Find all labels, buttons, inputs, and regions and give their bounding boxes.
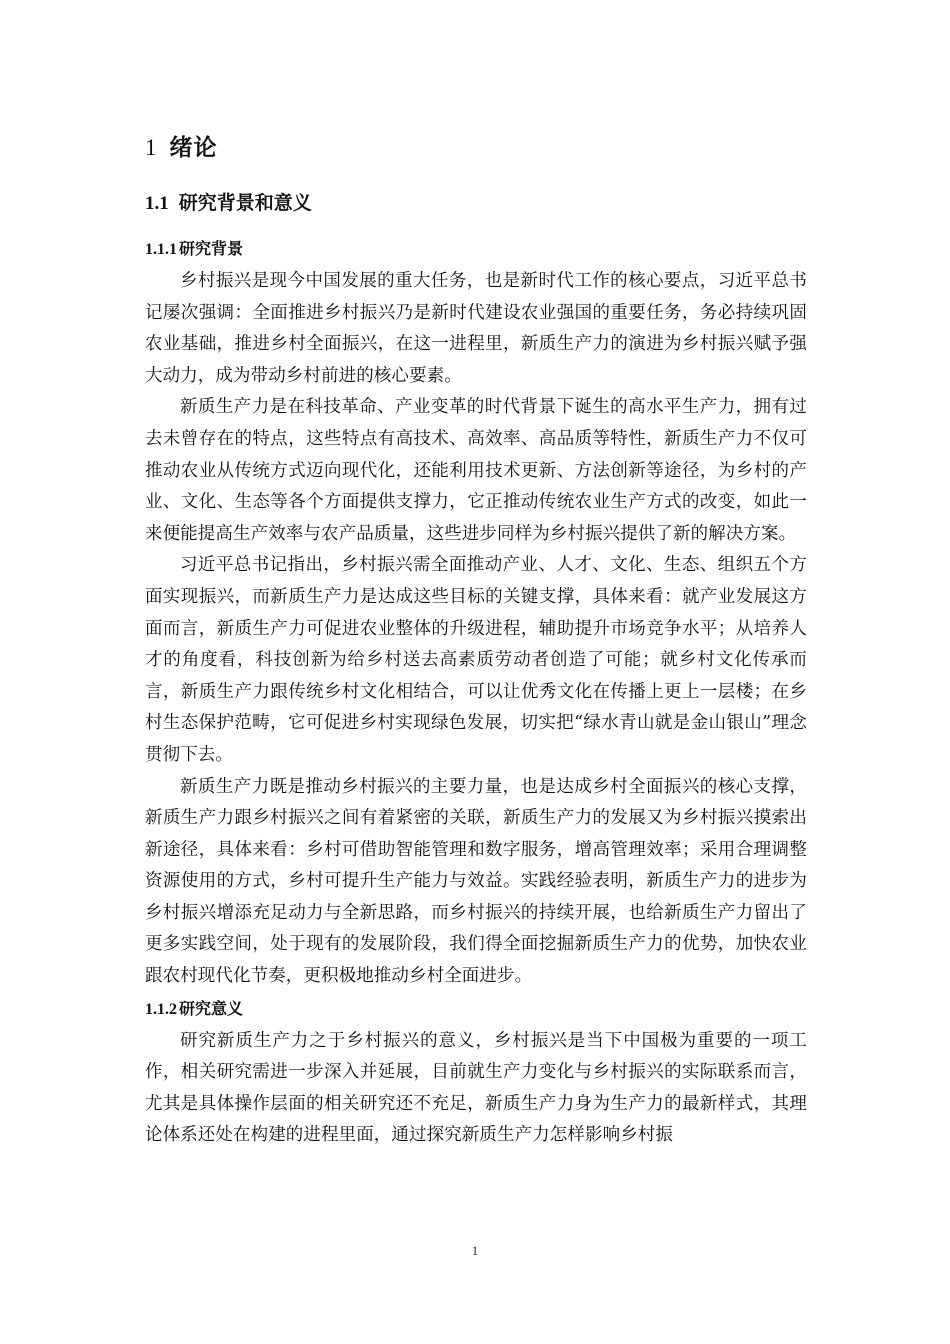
subsection-title: 研究背景 xyxy=(179,239,244,258)
section-heading xyxy=(145,186,807,221)
chapter-title: 绪论 xyxy=(169,134,218,161)
chapter-number: 1 xyxy=(145,135,158,160)
body-paragraph: 习近平总书记指出，乡村振兴需全面推动产业、人才、文化、生态、组织五个方面实现振兴，而新质生产力是达成这些目标的关键支撑，具体来看：就产业发展这方面而言，新质生产力可促进农业整体的升级进程，辅助提升市场竞争水平；从培养人才的角度看，科技创新为给乡村送去高素质劳动者创造了可能；就乡村文化传承而言，新质生产力跟传统乡村文化相结合，可以让优秀文化在传播上更上一层楼；在乡村生态保护范畴，它可促进乡村实现绿色发展，切实把“绿水青山就是金山银山”理念贯彻下去。 xyxy=(145,555,807,765)
body-paragraph: 新质生产力是在科技革命、产业变革的时代背景下诞生的高水平生产力，拥有过去未曾存在的特点，这些特点有高技术、高效率、高品质等特性，新质生产力不仅可推动农业从传统方式迈向现代化，还能利用技术更新、方法创新等途径，为乡村的产业、文化、生态等各个方面提供支撑力，它正推动传统农业生产方式的改变，如此一来便能提高生产效率与农产品质量，这些进步同样为乡村振兴提供了新的解决方案。 xyxy=(145,397,807,544)
body-paragraph: 新质生产力既是推动乡村振兴的主要力量，也是达成乡村全面振兴的核心支撑，新质生产力跟乡村振兴之间有着紧密的关联，新质生产力的发展又为乡村振兴摸索出新途径，具体来看：乡村可借助智能管理和数字服务，增高管理效率；采用合理调整资源使用的方式，乡村可提升生产能力与效益。实践经验表明，新质生产力的进步为乡村振兴增添充足动力与全新思路，而乡村振兴的持续开展，也给新质生产力留出了更多实践空间，处于现有的发展阶段，我们得全面挖掘新质生产力的优势，加快农业跟农村现代化节奏，更积极地推动乡村全面进步。 xyxy=(145,776,807,987)
subsection-number: 1.1.1 xyxy=(145,241,177,258)
subsection-heading xyxy=(145,993,807,1026)
body-paragraph: 乡村振兴是现今中国发展的重大任务，也是新时代工作的核心要点，习近平总书记屡次强调：全面推进乡村振兴乃是新时代建设农业强国的重要任务，务必持续巩固农业基础，推进乡村全面振兴，在这一进程里，新质生产力的演进为乡村振兴赋予强大动力，成为带动乡村前进的核心要素。 xyxy=(145,271,807,386)
page-number: 1 xyxy=(471,1243,479,1258)
subsection-heading xyxy=(145,233,807,266)
section-number: 1.1 xyxy=(145,193,169,214)
section-title: 研究背景和意义 xyxy=(178,192,312,214)
subsection-research-significance xyxy=(145,993,807,1152)
body-paragraph: 研究新质生产力之于乡村振兴的意义，乡村振兴是当下中国极为重要的一项工作，相关研究需进一步深入并延展，目前就生产力变化与乡村振兴的实际联系而言，尤其是具体操作层面的相关研究还不充足，新质生产力身为生产力的最新样式，其理论体系还处在构建的进程里面，通过探究新质生产力怎样影响乡村振 xyxy=(145,1030,807,1146)
subsection-title: 研究意义 xyxy=(179,998,244,1018)
page-body xyxy=(145,128,807,1152)
chapter-heading xyxy=(145,128,807,168)
subsection-number: 1.1.2 xyxy=(145,1000,177,1018)
subsection-research-background xyxy=(145,233,807,993)
